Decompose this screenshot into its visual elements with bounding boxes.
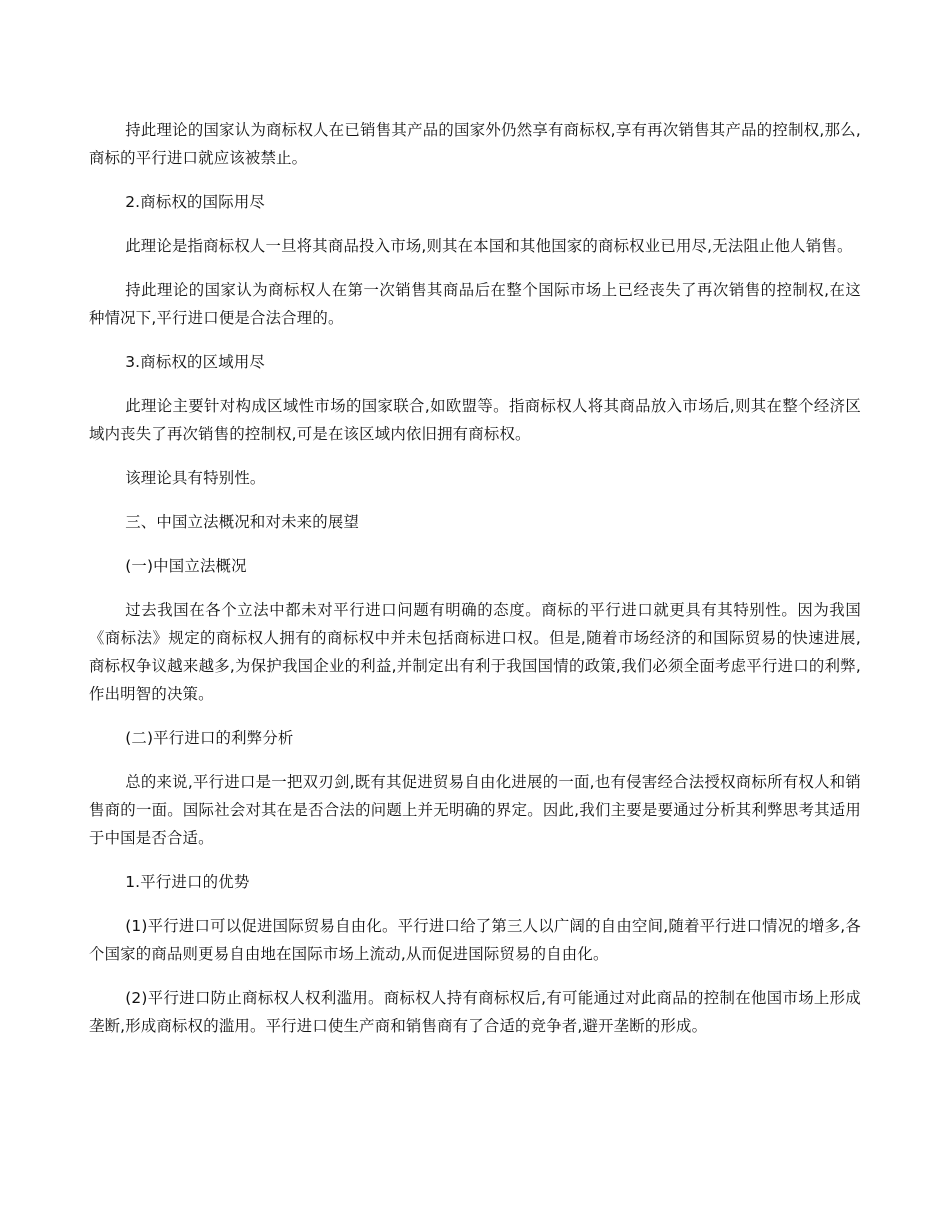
section-heading-advantages: 1.平行进口的优势 xyxy=(125,873,250,891)
subsection-heading-pros-cons: (二)平行进口的利弊分析 xyxy=(125,729,294,747)
section-heading-regional-exhaustion: 3.商标权的区域用尽 xyxy=(125,353,265,371)
section-heading-international-exhaustion: 2.商标权的国际用尽 xyxy=(125,193,265,211)
paragraph-8: (1)平行进口可以促进国际贸易自由化。平行进口给了第三人以广阔的自由空间,随着平行进口情况的增多,各个国家的商品则更易自由地在国际市场上流动,从而促进国际贸易的自由化。 xyxy=(89,917,861,963)
paragraph-3: 持此理论的国家认为商标权人在第一次销售其商品后在整个国际市场上已经丧失了再次销售的控制权,在这种情况下,平行进口便是合法合理的。 xyxy=(89,281,861,327)
paragraph-7: 总的来说,平行进口是一把双刃剑,既有其促进贸易自由化进展的一面,也有侵害经合法授权商标所有权人和销售商的一面。国际社会对其在是否合法的问题上并无明确的界定。因此,我们主要是要通过分析其利弊思考其适用于中国是否合适。 xyxy=(89,773,861,847)
paragraph-4: 此理论主要针对构成区域性市场的国家联合,如欧盟等。指商标权人将其商品放入市场后,则其在整个经济区域内丧失了再次销售的控制权,可是在该区域内依旧拥有商标权。 xyxy=(89,397,861,443)
paragraph-5: 该理论具有特别性。 xyxy=(125,469,266,487)
paragraph-2: 此理论是指商标权人一旦将其商品投入市场,则其在本国和其他国家的商标权业已用尽,无法阻止他人销售。 xyxy=(125,237,853,255)
paragraph-1: 持此理论的国家认为商标权人在已销售其产品的国家外仍然享有商标权,享有再次销售其产品的控制权,那么,商标的平行进口就应该被禁止。 xyxy=(89,121,861,167)
section-heading-china-legislation: 三、中国立法概况和对未来的展望 xyxy=(125,513,360,531)
paragraph-9: (2)平行进口防止商标权人权利滥用。商标权人持有商标权后,有可能通过对此商品的控制在他国市场上形成垄断,形成商标权的滥用。平行进口使生产商和销售商有了合适的竞争者,避开垄断的形成。 xyxy=(89,989,861,1035)
paragraph-6: 过去我国在各个立法中都未对平行进口问题有明确的态度。商标的平行进口就更具有其特别性。因为我国《商标法》规定的商标权人拥有的商标权中并未包括商标进口权。但是,随着市场经济的和国际贸易的快速进展,商标权争议越来越多,为保护我国企业的利益,并制定出有利于我国国情的政策,我们必须全面考虑平行进口的利弊,作出明智的决策。 xyxy=(89,601,861,703)
subsection-heading-legislation-overview: (一)中国立法概况 xyxy=(125,557,247,575)
document-body xyxy=(89,116,861,1040)
